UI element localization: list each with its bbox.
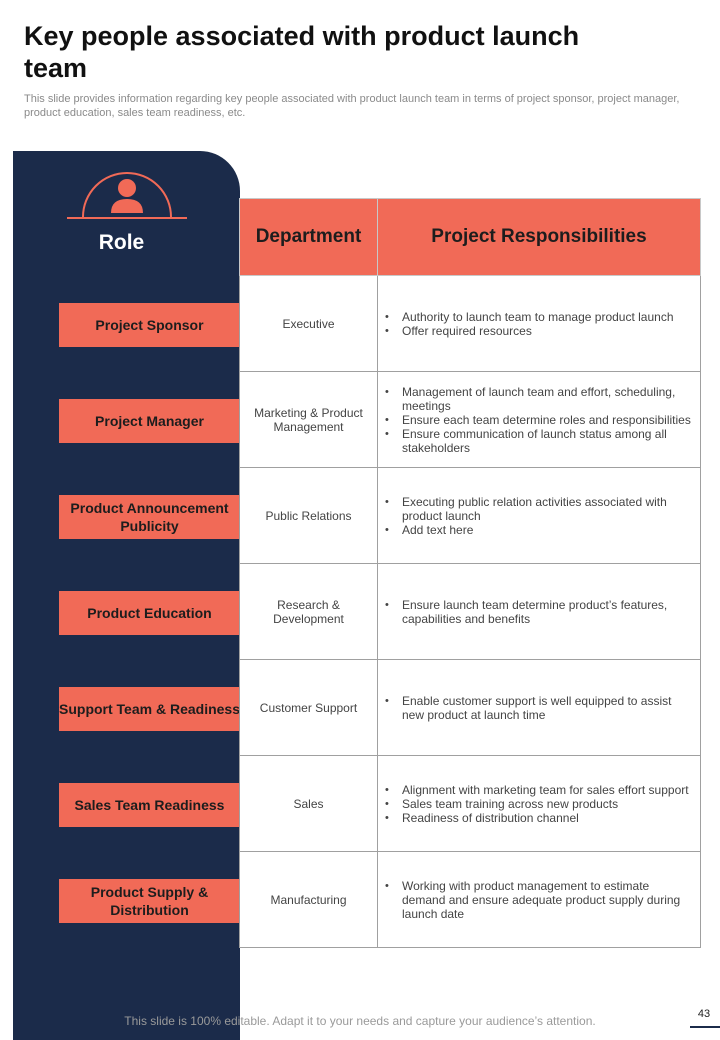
table-row — [240, 564, 701, 660]
table-row — [240, 276, 701, 372]
role-support-team-readiness: Support Team & Readiness — [59, 687, 240, 731]
table-row — [240, 660, 701, 756]
role-project-manager: Project Manager — [59, 399, 240, 443]
department-cell: Customer Support — [240, 660, 378, 756]
person-icon — [67, 167, 187, 223]
role-sales-team-readiness: Sales Team Readiness — [59, 783, 240, 827]
responsibilities-cell — [378, 660, 701, 756]
responsibilities-cell — [378, 372, 701, 468]
table-row — [240, 468, 701, 564]
department-cell: Sales — [240, 756, 378, 852]
page-subtitle: This slide provides information regarding key people associated with product launch team in terms of project sponsor, project manager, product education, sales team readiness, etc. — [24, 93, 680, 119]
responsibility-item: • Offer required resources — [382, 324, 694, 338]
page-title: Key people associated with product launch team — [24, 21, 580, 83]
column-header-department: Department — [240, 199, 378, 276]
responsibility-item: • Ensure communication of launch status among all stakeholders — [382, 427, 694, 455]
responsibilities-cell — [378, 468, 701, 564]
role-project-sponsor: Project Sponsor — [59, 303, 240, 347]
table-header-row — [240, 199, 701, 276]
table-row — [240, 756, 701, 852]
role-product-supply-distribution: Product Supply & Distribution — [59, 879, 240, 923]
department-cell: Marketing & Product Management — [240, 372, 378, 468]
column-header-responsibilities: Project Responsibilities — [378, 199, 701, 276]
footer-note: This slide is 100% editable. Adapt it to your needs and capture your audience’s attention. — [124, 1014, 596, 1028]
responsibility-item: • Authority to launch team to manage product launch — [382, 310, 694, 324]
responsibility-item: • Enable customer support is well equipped to assist new product at launch time — [382, 694, 694, 722]
department-cell: Research & Development — [240, 564, 378, 660]
page-number: 43 — [697, 1008, 711, 1020]
responsibility-item: • Alignment with marketing team for sales effort support — [382, 783, 694, 797]
responsibilities-cell — [378, 852, 701, 948]
responsibility-item: • Working with product management to estimate demand and ensure adequate product supply during launch date — [382, 879, 694, 921]
page-number-underline — [690, 1026, 720, 1028]
department-cell: Manufacturing — [240, 852, 378, 948]
responsibility-item: • Management of launch team and effort, scheduling, meetings — [382, 385, 694, 413]
responsibilities-cell — [378, 276, 701, 372]
responsibility-item: • Sales team training across new products — [382, 797, 694, 811]
responsibilities-cell — [378, 564, 701, 660]
responsibility-item: • Executing public relation activities associated with product launch — [382, 495, 694, 523]
table-row — [240, 852, 701, 948]
responsibilities-table — [239, 198, 701, 948]
role-product-announcement-publicity: Product Announcement Publicity — [59, 495, 240, 539]
department-cell: Executive — [240, 276, 378, 372]
responsibility-item: • Add text here — [382, 523, 694, 537]
table-row — [240, 372, 701, 468]
responsibility-item: • Ensure launch team determine product’s features, capabilities and benefits — [382, 598, 694, 626]
responsibilities-cell — [378, 756, 701, 852]
responsibility-item: • Readiness of distribution channel — [382, 811, 694, 825]
department-cell: Public Relations — [240, 468, 378, 564]
role-product-education: Product Education — [59, 591, 240, 635]
role-heading: Role — [98, 231, 145, 254]
responsibility-item: • Ensure each team determine roles and responsibilities — [382, 413, 694, 427]
